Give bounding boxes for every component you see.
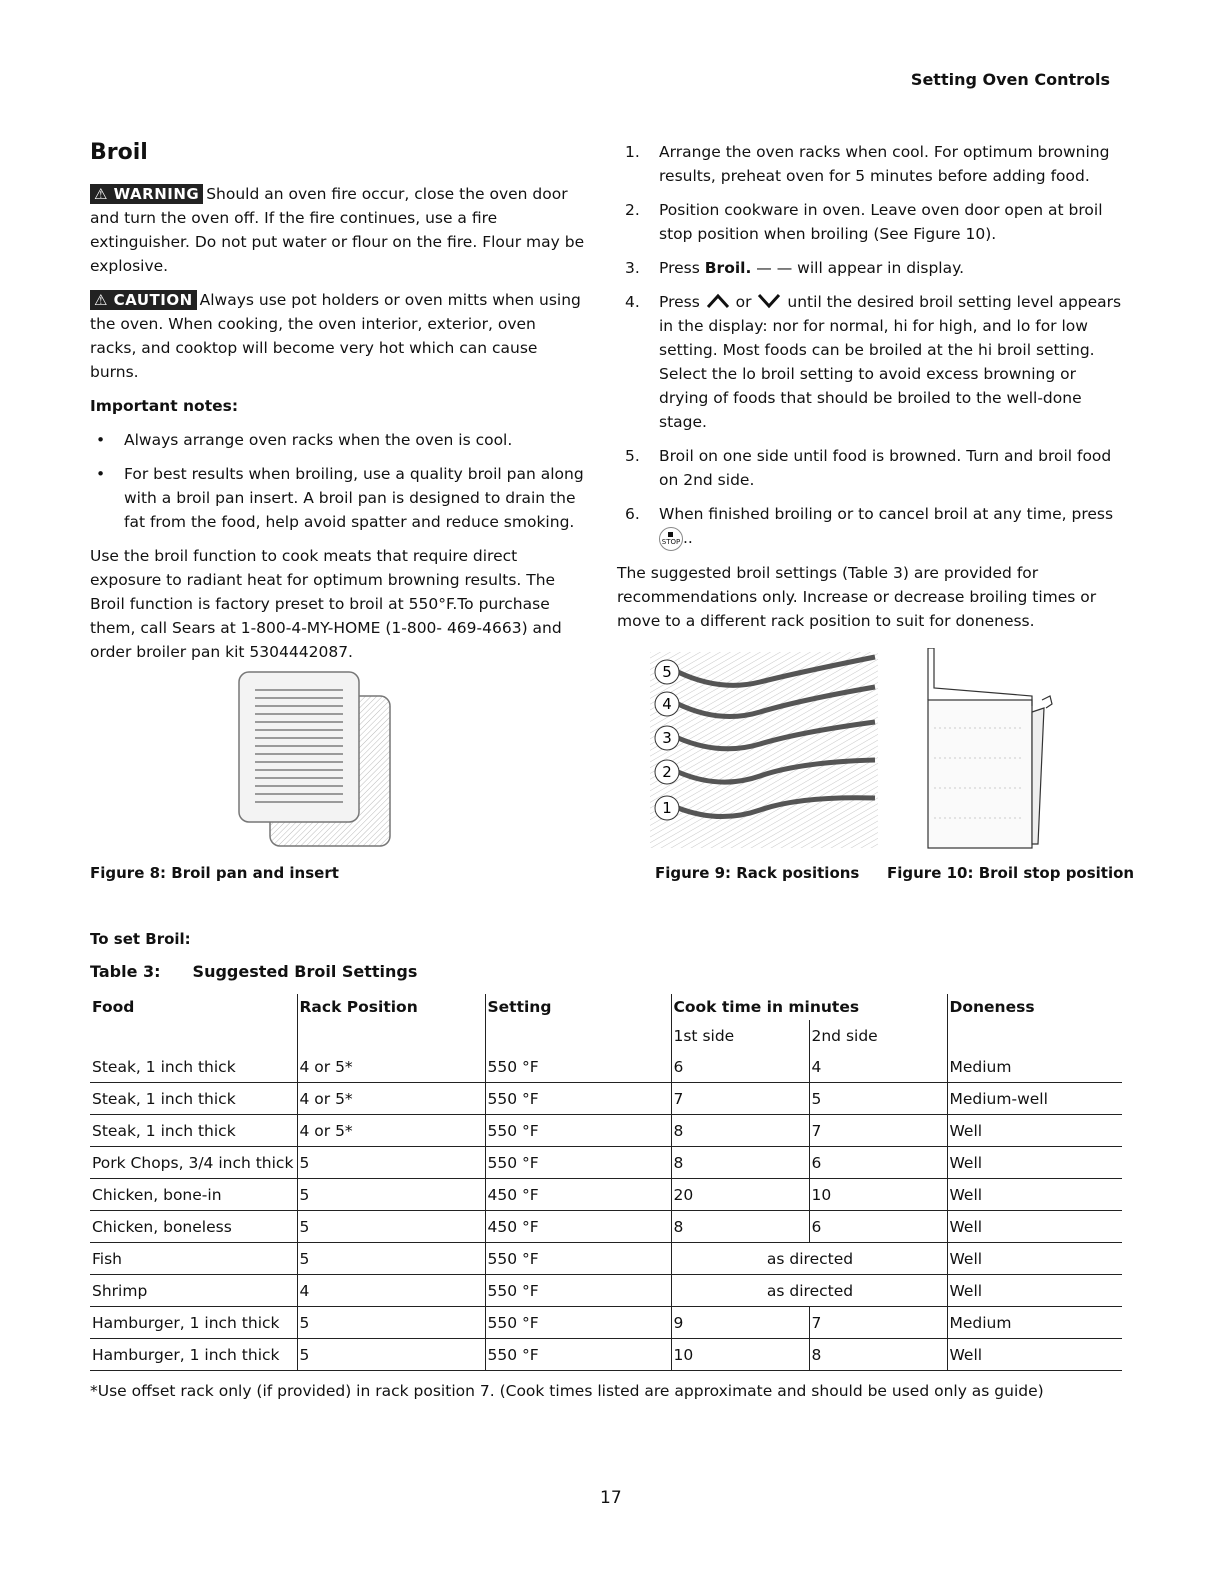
table-cell: Well: [947, 1147, 1122, 1179]
table-cell: Well: [947, 1275, 1122, 1307]
table-cell: 6: [809, 1211, 947, 1243]
rack-number: 1: [662, 799, 672, 817]
table-subheader-row: [90, 1020, 1122, 1051]
col-header-doneness: Doneness: [947, 994, 1122, 1020]
table-cell: 4: [297, 1275, 485, 1307]
step-item: 4. Press or until the desired broil setting level appears in the display: nor for normal, hi for high, and lo for low setting. Most foods can be broiled at the hi broil setting. Select the lo broil setting to avoid excess browning or drying of foods that should be broiled to the well-done stage.: [625, 293, 1122, 431]
arrow-down-icon: [756, 293, 782, 309]
table-cell: 450 °F: [485, 1211, 671, 1243]
to-set-broil-heading: To set Broil:: [90, 930, 191, 948]
table-row: [90, 1147, 1122, 1179]
table-cell: 550 °F: [485, 1307, 671, 1339]
page-number: 17: [600, 1488, 622, 1508]
step-item: 1. Arrange the oven racks when cool. For optimum browning results, preheat oven for 5 minutes before adding food.: [625, 143, 1110, 185]
figure-10-caption: Figure 10: Broil stop position: [887, 864, 1135, 882]
table-cell: 8: [671, 1147, 809, 1179]
caution-block: [90, 288, 585, 384]
table-cell: 10: [671, 1339, 809, 1371]
arrow-up-icon: [705, 293, 731, 309]
table-caption: Table 3: Suggested Broil Settings: [90, 962, 418, 981]
warning-badge: ⚠ WARNING: [90, 184, 203, 204]
table-cell: 7: [809, 1307, 947, 1339]
range-illustration: [920, 648, 1070, 852]
suggested-note: The suggested broil settings (Table 3) are provided for recommendations only. Increase or decrease broiling times or move to a different rack position to suit for doneness.: [617, 563, 1097, 630]
table-cell: Fish: [90, 1243, 297, 1275]
table-cell: 4 or 5*: [297, 1051, 485, 1083]
section-header: Setting Oven Controls: [910, 70, 1110, 89]
warning-text: Should an oven fire occur, close the oven door and turn the oven off. If the fire continues, use a fire extinguisher. Do not put water or flour on the fire. Flour may be explosive.: [90, 185, 585, 275]
notes-list: [90, 428, 585, 534]
rack-number: 2: [662, 763, 672, 781]
table-cell: 4 or 5*: [297, 1115, 485, 1147]
notes-heading: Important notes:: [90, 397, 239, 415]
table-row: [90, 1051, 1122, 1083]
table-row: [90, 1243, 1122, 1275]
steps-list: [617, 140, 1122, 551]
table-cell: 5: [297, 1211, 485, 1243]
table-cell: 7: [671, 1083, 809, 1115]
table-cell: 450 °F: [485, 1179, 671, 1211]
table-cell: 4 or 5*: [297, 1083, 485, 1115]
step-item: 3. Press Broil. — — will appear in display.: [625, 259, 964, 277]
table-cell: 550 °F: [485, 1083, 671, 1115]
broil-settings-table: [90, 994, 1122, 1371]
table-cell: Steak, 1 inch thick: [90, 1115, 297, 1147]
table-cell: Shrimp: [90, 1275, 297, 1307]
range-body-shape: [928, 700, 1032, 848]
table-cell: 550 °F: [485, 1147, 671, 1179]
table-cell: as directed: [671, 1275, 947, 1307]
table-cell: Well: [947, 1115, 1122, 1147]
table-cell: Steak, 1 inch thick: [90, 1051, 297, 1083]
caution-badge: ⚠ CAUTION: [90, 290, 197, 310]
door-handle-shape: [1042, 696, 1052, 708]
table-cell: Pork Chops, 3/4 inch thick: [90, 1147, 297, 1179]
table-cell: Well: [947, 1243, 1122, 1275]
table-cell: 8: [671, 1115, 809, 1147]
rack-number: 5: [662, 663, 672, 681]
table-cell: 7: [809, 1115, 947, 1147]
rack-positions-illustration: [650, 652, 878, 848]
figure-9-caption: Figure 9: Rack positions: [655, 864, 860, 882]
rack-number: 3: [662, 729, 672, 747]
note-item: • For best results when broiling, use a quality broil pan along with a broil pan insert. A broil pan is designed to drain the fat from the food, help avoid spatter and reduce smoking.: [90, 462, 585, 534]
right-column: [617, 140, 1122, 633]
note-item: • Always arrange oven racks when the oven is cool.: [90, 428, 585, 452]
broil-pan-illustration: [235, 668, 395, 853]
table-cell: 5: [809, 1083, 947, 1115]
table-row: [90, 1339, 1122, 1371]
page-title: Broil: [90, 140, 148, 165]
table-cell: 6: [671, 1051, 809, 1083]
table-cell: as directed: [671, 1243, 947, 1275]
table-row: [90, 1115, 1122, 1147]
table-cell: 550 °F: [485, 1339, 671, 1371]
left-column: [90, 182, 585, 664]
col-header-food: Food: [92, 998, 135, 1016]
table-cell: 5: [297, 1307, 485, 1339]
table-cell: Chicken, bone-in: [90, 1179, 297, 1211]
table-cell: Hamburger, 1 inch thick: [90, 1339, 297, 1371]
footnote: *Use offset rack only (if provided) in rack position 7. (Cook times listed are approximate and should be used only as guide): [90, 1382, 1044, 1400]
figure-8-caption: Figure 8: Broil pan and insert: [90, 864, 339, 882]
table-cell: Medium-well: [947, 1083, 1122, 1115]
intro-paragraph: Use the broil function to cook meats that require direct exposure to radiant heat for optimum browning results. The Broil function is factory preset to broil at 550°F.To purchase them, call Sears at 1-800-4-MY-HOME (1-800- 469-4663) and order broiler pan kit 5304442087.: [90, 547, 562, 661]
col-header-cook-time: Cook time in minutes: [671, 994, 947, 1020]
table-header-row: [90, 994, 1122, 1020]
table-cell: Hamburger, 1 inch thick: [90, 1307, 297, 1339]
table-row: [90, 1179, 1122, 1211]
col-header-setting: Setting: [485, 994, 671, 1020]
table-cell: 9: [671, 1307, 809, 1339]
col-header-side1: 1st side: [671, 1020, 809, 1051]
col-header-rack: Rack Position: [297, 994, 485, 1020]
oven-door-shape: [1032, 708, 1044, 844]
col-header-side2: 2nd side: [809, 1020, 947, 1051]
rack-number: 4: [662, 695, 672, 713]
table-cell: Steak, 1 inch thick: [90, 1083, 297, 1115]
table-cell: Chicken, boneless: [90, 1211, 297, 1243]
table-cell: 550 °F: [485, 1051, 671, 1083]
warning-block: [90, 182, 585, 278]
table-cell: Well: [947, 1179, 1122, 1211]
table-cell: 5: [297, 1243, 485, 1275]
table-cell: 550 °F: [485, 1243, 671, 1275]
table-cell: Medium: [947, 1051, 1122, 1083]
step-item: 2. Position cookware in oven. Leave oven door open at broil stop position when broiling (See Figure 10).: [625, 201, 1103, 243]
broil-key-label: Broil.: [704, 259, 752, 277]
table-cell: 5: [297, 1179, 485, 1211]
table-cell: 550 °F: [485, 1275, 671, 1307]
table-cell: 5: [297, 1147, 485, 1179]
table-cell: 6: [809, 1147, 947, 1179]
table-cell: Well: [947, 1339, 1122, 1371]
table-cell: 5: [297, 1339, 485, 1371]
caution-text: Always use pot holders or oven mitts when using the oven. When cooking, the oven interior, exterior, oven racks, and cooktop will become very hot which can cause burns.: [90, 291, 581, 381]
table-cell: Well: [947, 1211, 1122, 1243]
table-row: [90, 1211, 1122, 1243]
table-cell: 4: [809, 1051, 947, 1083]
table-row: [90, 1083, 1122, 1115]
table-cell: 20: [671, 1179, 809, 1211]
table-cell: 8: [671, 1211, 809, 1243]
table-cell: 10: [809, 1179, 947, 1211]
stop-key-icon: STOP: [659, 527, 683, 551]
table-row: [90, 1275, 1122, 1307]
step-item: 5. Broil on one side until food is browned. Turn and broil food on 2nd side.: [625, 447, 1112, 489]
table-row: [90, 1307, 1122, 1339]
table-cell: Medium: [947, 1307, 1122, 1339]
step-item: 6. When finished broiling or to cancel broil at any time, press STOP ..: [617, 502, 1122, 551]
table-cell: 550 °F: [485, 1115, 671, 1147]
table-cell: 8: [809, 1339, 947, 1371]
